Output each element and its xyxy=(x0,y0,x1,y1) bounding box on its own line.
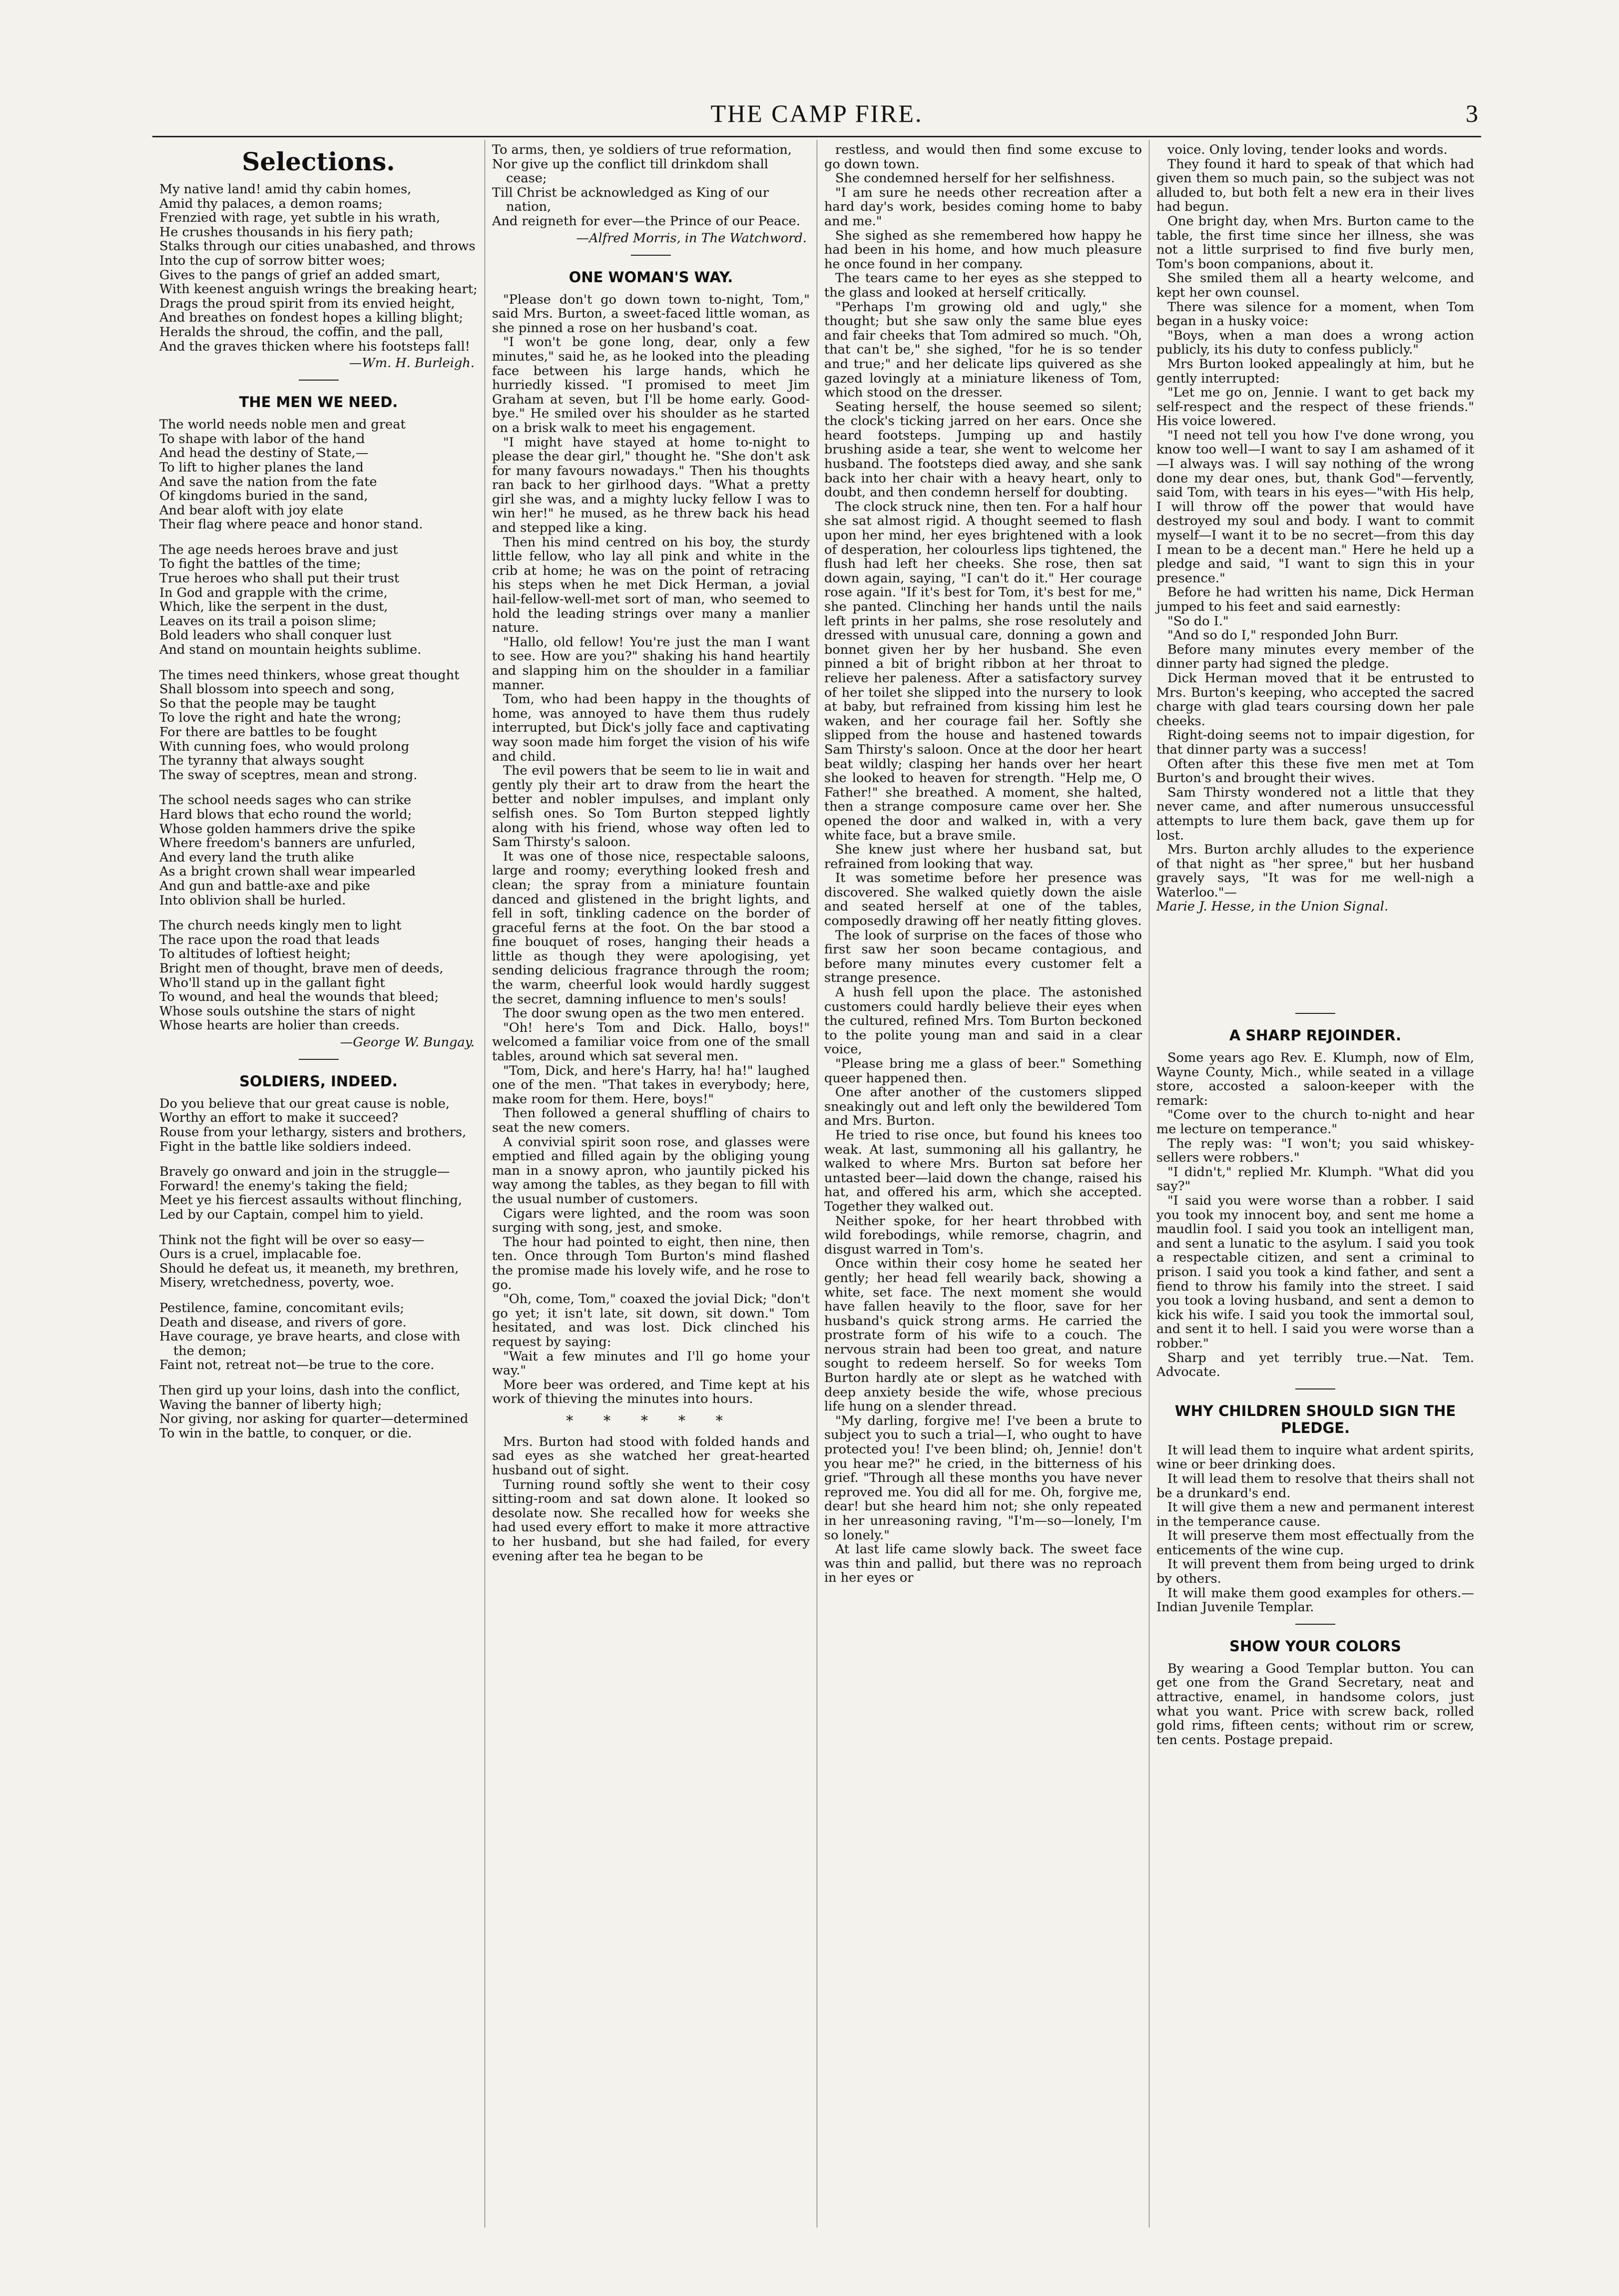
poem-line: And every land the truth alike xyxy=(159,850,354,865)
selections-attribution: —Wm. H. Burleigh. xyxy=(349,356,475,371)
paragraph: "Come over to the church to-night and hear me lecture on temperance." xyxy=(1156,1107,1474,1137)
poem-line: Into oblivion shall be hurled. xyxy=(159,893,346,908)
paragraph: The look of surprise on the faces of those who first saw her soon became contagious, and before many minutes every customer felt a strange presence. xyxy=(824,927,1142,986)
paragraph: More beer was ordered, and Time kept at his work of thieving the minutes into hours. xyxy=(492,1377,810,1407)
poem-line: Ours is a cruel, implacable foe. xyxy=(159,1247,362,1262)
column-4 xyxy=(1149,140,1481,2228)
poem-line: The world needs noble men and great xyxy=(159,417,406,433)
paragraph: "So do I." xyxy=(1167,613,1229,629)
paragraph: One after another of the customers slipped sneakingly out and left only the bewildered Tom and Mrs. Burton. xyxy=(824,1085,1142,1129)
stanza-break xyxy=(159,908,478,918)
poem-line: For there are battles to be fought xyxy=(159,725,377,740)
poem-line: To arms, then, ye soldiers of true reformation, xyxy=(492,142,792,157)
poem-line: Whose souls outshine the stars of night xyxy=(159,1003,415,1019)
poem-line: Drags the proud spirit from its envied height, xyxy=(159,296,455,311)
paragraph: "Wait a few minutes and I'll go home your way." xyxy=(492,1349,810,1378)
show-your-colors-text: By wearing a Good Templar button. You can get one from the Grand Secretary, neat and attractive, enamel, in handsome colors, just what you want. Price with screw back, rolled gold rims, fifteen cents; without rim or screw, ten cents. Postage prepaid. xyxy=(1156,1661,1474,1748)
paragraph: She smiled them all a hearty welcome, and kept her own counsel. xyxy=(1156,271,1474,300)
poem-line: Shall blossom into speech and song, xyxy=(159,682,395,697)
paragraph: She sighed as she remembered how happy he had been in his home, and how much pleasure he once found in her company. xyxy=(824,228,1142,272)
poem-line: Have courage, ye brave hearts, and close with the demon; xyxy=(159,1329,461,1359)
paragraph: Right-doing seems not to impair digestion, for that dinner party was a success! xyxy=(1156,728,1474,757)
poem-line: Of kingdoms buried in the sand, xyxy=(159,488,368,504)
soldiers-indeed-poem-continued xyxy=(492,143,810,229)
poem-line: And reigneth for ever—the Prince of our Peace. xyxy=(492,213,800,229)
poem-line: The tyranny that always sought xyxy=(159,753,364,769)
poem-line: Then gird up your loins, dash into the conflict, xyxy=(159,1382,461,1398)
paragraph: It will lead them to inquire what ardent spirits, wine or beer drinking does. xyxy=(1156,1442,1474,1472)
newspaper-page xyxy=(152,90,1481,2228)
paragraph: She condemned herself for her selfishness. xyxy=(835,171,1115,186)
poem-line: Bright men of thought, brave men of deeds, xyxy=(159,960,444,976)
poem-line: With keenest anguish wrings the breaking heart; xyxy=(159,282,478,297)
paragraph: Mrs. Burton had stood with folded hands and sad eyes as she watched her great-hearted husband out of sight. xyxy=(492,1434,810,1478)
why-children-text xyxy=(1156,1443,1474,1615)
stanza-break xyxy=(159,1373,478,1383)
stanza-break xyxy=(159,1154,478,1165)
column-1 xyxy=(152,140,485,2228)
paragraph: Tom, who had been happy in the thoughts of home, was annoyed to have them thus rudely interrupted, but Dick's jolly face and captivating way soon made him forget the vision of his wife and child. xyxy=(492,692,810,764)
poem-line: In God and grapple with the crime, xyxy=(159,585,388,600)
poem-line: Into the cup of sorrow bitter woes; xyxy=(159,253,386,268)
soldiers-indeed-poem xyxy=(159,1097,478,1440)
paragraph: "Tom, Dick, and here's Harry, ha! ha!" laughed one of the men. "That takes in everybody; here, make room for them. Here, boys!" xyxy=(492,1063,810,1107)
paragraph: Turning round softly she went to their cosy sitting-room and sat down alone. It looked so desolate now. She recalled how for weeks she had used every effort to make it more attractive to her husband, but she had failed, for every evening after tea he began to be xyxy=(492,1477,810,1564)
paragraph: "I might have stayed at home to-night to please the dear girl," thought he. "She don't ask for many favours nowadays." Then his thoughts ran back to her girlhood days. "What a pretty girl she was, and a mighty lucky fellow I was to win her!" he mused, as he threw back his head and stepped like a king. xyxy=(492,435,810,536)
story-attribution: Marie J. Hesse, in the Union Signal. xyxy=(1156,899,1389,915)
paragraph: Some years ago Rev. E. Klumph, now of Elm, Wayne County, Mich., while seated in a village store, accosted a saloon-keeper with the remark: xyxy=(1156,1050,1474,1108)
poem-line: And the graves thicken where his footsteps fall! xyxy=(159,339,471,354)
paragraph: "Oh! here's Tom and Dick. Hallo, boys!" welcomed a familiar voice from one of the small tables, around which sat several men. xyxy=(492,1020,810,1064)
one-womans-way-heading: ONE WOMAN'S WAY. xyxy=(568,268,733,286)
poem-line: And save the nation from the fate xyxy=(159,474,377,489)
story-text-continued xyxy=(824,143,1142,1585)
paragraph: Then followed a general shuffling of chairs to seat the new comers. xyxy=(492,1106,810,1135)
newspaper-title: THE CAMP FIRE. xyxy=(710,99,923,127)
paragraph: At last life came slowly back. The sweet face was thin and pallid, but there was no reproach in her eyes or xyxy=(824,1542,1142,1586)
stanza-break xyxy=(159,1222,478,1233)
paragraph: It will make them good examples for others.—Indian Juvenile Templar. xyxy=(1156,1585,1474,1615)
paragraph: "I am sure he needs other recreation after a hard day's work, besides coming home to baby and me." xyxy=(824,185,1142,229)
stanza-break xyxy=(159,1290,478,1301)
poem-line: Do you believe that our great cause is noble, xyxy=(159,1096,450,1111)
poem-line: Think not the fight will be over so easy— xyxy=(159,1232,425,1248)
poem-line: Faint not, retreat not—be true to the core. xyxy=(159,1358,435,1373)
poem-line: Hard blows that echo round the world; xyxy=(159,807,412,822)
poem-line: To love the right and hate the wrong; xyxy=(159,710,402,726)
paragraph: The hour had pointed to eight, then nine, then ten. Once through Tom Burton's mind flashed the promise made his lovely wife, and he rose to go. xyxy=(492,1234,810,1293)
sharp-rejoinder-text xyxy=(1156,1051,1474,1379)
poem-line: Frenzied with rage, yet subtle in his wrath, xyxy=(159,210,441,226)
paragraph: It was one of those nice, respectable saloons, large and roomy; everything looked fresh and clean; the spray from a miniature fountain danced and glistened in the bright lights, and fell in soft, tinkling cadence on the border of graceful ferns at the foot. On the bar stood a fine bouquet of roses, hanging their heads a little as though they were apologising, yet sending delicious fragrance through the room; the warm, cheerful look would hardly suggest the secret, damning influence to men's souls! xyxy=(492,849,810,1007)
paragraph: "My darling, forgive me! I've been a brute to subject you to such a trial—I, who ought to have protected you! I've been blind; oh, Jennie! don't you hear me?" he cried, in the bitterness of his grief. "Through all these months you have never reproved me. You did all for me. Oh, forgive me, dear! but she heard him not; she only repeated in her unreasoning raving, "I'm—so—lonely, I'm so lonely." xyxy=(824,1413,1142,1543)
paragraph: "Let me go on, Jennie. I want to get back my self-respect and the respect of these friends." His voice lowered. xyxy=(1156,385,1474,429)
soldiers-indeed-heading: SOLDIERS, INDEED. xyxy=(239,1072,398,1090)
divider xyxy=(631,255,671,256)
poem-line: True heroes who shall put their trust xyxy=(159,571,400,586)
paragraph: The tears came to her eyes as she stepped to the glass and looked at herself critically. xyxy=(824,271,1142,300)
paragraph: One bright day, when Mrs. Burton came to the table, the first time since her illness, she was not a little surprised to find five burly men, Tom's boon companions, about it. xyxy=(1156,213,1474,272)
selections-poem xyxy=(159,182,478,354)
paragraph: There was silence for a moment, when Tom began in a husky voice: xyxy=(1156,299,1474,329)
poem-line: Should he defeat us, it meaneth, my brethren, xyxy=(159,1261,459,1276)
poem-line: Bravely go onward and join in the struggle— xyxy=(159,1164,450,1180)
poem-line: Stalks through our cities unabashed, and throws xyxy=(159,239,476,254)
paragraph: Sharp and yet terribly true.—Nat. Tem. Advocate. xyxy=(1156,1350,1474,1380)
paragraph: "Please don't go down town to-night, Tom," said Mrs. Burton, a sweet-faced little woman, as she pinned a rose on her husband's coat. xyxy=(492,292,810,336)
poem-line: As a bright crown shall wear impearled xyxy=(159,864,416,880)
paragraph: "Please bring me a glass of beer." Something queer happened then. xyxy=(824,1056,1142,1086)
paragraph: "Boys, when a man does a wrong action publicly, its his duty to confess publicly." xyxy=(1156,328,1474,358)
paragraph: restless, and would then find some excuse to go down town. xyxy=(824,142,1142,172)
poem-line: To altitudes of loftiest height; xyxy=(159,946,351,962)
poem-line: The race upon the road that leads xyxy=(159,932,380,947)
paragraph: The clock struck nine, then ten. For a half hour she sat almost rigid. A thought seemed to flash upon her mind, her eyes brightened with a look of desperation, her colourless lips tightened, the flush had left her cheeks. She rose, then sat down again, saying, "I can't do it." Her courage rose again. "If it's best for Tom, it's best for me," she panted. Clinching her hands until the nails left prints in her palms, she rose resolutely and dressed with unusual care, donning a gown and bonnet given her by her husband. She even pinned a bit of bright ribbon at her throat to relieve her paleness. After a satisfactory survey of her toilet she slipped into the nursery to look at baby, but refrained from kissing him lest he waken, and her courage fail her. Softly she slipped from the house and hastened towards Sam Thirsty's saloon. Once at the door her heart beat wildly; clasping her hands over her heart she looked to heaven for strength. "Help me, O Father!" she breathed. A moment, she halted, then a strange composure came over her. She opened the door and walked in, with a very white face, but a brave smile. xyxy=(824,499,1142,843)
paragraph: They found it hard to speak of that which had given them so much pain, so the subject was not alluded to, but both felt a new era in their lives had begun. xyxy=(1156,156,1474,215)
paragraph: Once within their cosy home he seated her gently; her head fell wearily back, showing a white, set face. The next moment she would have fallen heavily to the floor, save for her husband's quick strong arms. He carried the prostrate form of his wife to a couch. The nervous strain had been too great, and nature sought to redeem herself. So for weeks Tom Burton hardly ate or slept as he watched with deep anxiety beside the wife, whose precious life hung on a slender thread. xyxy=(824,1256,1142,1414)
paragraph: It will lead them to resolve that theirs shall not be a drunkard's end. xyxy=(1156,1471,1474,1501)
poem-line: Misery, wretchedness, poverty, woe. xyxy=(159,1275,395,1291)
poem-line: And bear aloft with joy elate xyxy=(159,502,344,518)
paragraph: She knew just where her husband sat, but refrained from looking that way. xyxy=(824,842,1142,872)
sharp-rejoinder-heading: A SHARP REJOINDER. xyxy=(1229,1027,1402,1044)
divider xyxy=(1295,1388,1335,1389)
poem-line: Pestilence, famine, concomitant evils; xyxy=(159,1301,405,1316)
poem-line: Gives to the pangs of grief an added smart, xyxy=(159,267,441,283)
paragraph: It will preserve them most effectually from the enticements of the wine cup. xyxy=(1156,1528,1474,1558)
poem-line: And breathes on fondest hopes a killing blight; xyxy=(159,310,464,326)
stanza-break xyxy=(159,657,478,668)
poem-line: The sway of sceptres, mean and strong. xyxy=(159,767,418,783)
column-2 xyxy=(485,140,817,2228)
poem-line: Their flag where peace and honor stand. xyxy=(159,517,423,532)
blank-space xyxy=(1156,914,1474,1004)
poem-line: Amid thy palaces, a demon roams; xyxy=(159,196,383,211)
poem-line: To shape with labor of the hand xyxy=(159,431,365,447)
paragraph: It was sometime before her presence was discovered. She walked quietly down the aisle and seated herself at one of the tables, composedly drawing off her neatly fitting gloves. xyxy=(824,871,1142,929)
why-children-heading: WHY CHILDREN SHOULD SIGN THE PLEDGE. xyxy=(1174,1402,1456,1436)
paragraph: "I won't be gone long, dear, only a few minutes," said he, as he looked into the pleading face between his large hands, which he hurriedly kissed. "I promised to meet Jim Graham at seven, but I'll be home early. Good-bye." He smiled over his shoulder as he started on a brisk walk to meet his engagement. xyxy=(492,335,810,436)
men-we-need-attribution: —George W. Bungay. xyxy=(340,1034,475,1050)
paragraph: Seating herself, the house seemed so silent; the clock's ticking jarred on her ears. Once she heard footsteps. Jumping up and hastily brushing aside a tear, she went to welcome her husband. The footsteps died away, and she sank back into her chair with a heavy heart, only to doubt, and then condemn herself for doubting. xyxy=(824,399,1142,500)
story-text-continued xyxy=(492,1435,810,1563)
paragraph: It will prevent them from being urged to drink by others. xyxy=(1156,1557,1474,1587)
poem-line: To fight the battles of the time; xyxy=(159,556,361,572)
poem-line: And head the destiny of State,— xyxy=(159,446,369,461)
paragraph: "I need not tell you how I've done wrong, you know too well—I want to say I am ashamed of it—I always was. I will say nothing of the wrong done my dear ones, but, thank God"—fervently, said Tom, with tears in his eyes—"with His help, I will throw off the power that would have destroyed my soul and body. I want to commit myself—I want it to be no secret—from this day I mean to be a decent man." Here he held up a pledge and said, "I want to sign this in your presence." xyxy=(1156,428,1474,586)
story-text-conclusion xyxy=(1156,143,1474,900)
poem-line: Whose golden hammers drive the spike xyxy=(159,821,416,837)
paragraph: Mrs. Burton archly alludes to the experience of that night as "her spree," but her husband gravely says, "It was for me well-nigh a Waterloo."— xyxy=(1156,842,1474,900)
paragraph: voice. Only loving, tender looks and words. xyxy=(1167,142,1448,157)
paragraph: It will give them a new and permanent interest in the temperance cause. xyxy=(1156,1500,1474,1529)
stanza-break xyxy=(159,532,478,543)
paragraph: A convivial spirit soon rose, and glasses were emptied and filled again by the obliging young man in a snowy apron, who jauntily picked his way among the tables, as they began to fill with the usual number of customers. xyxy=(492,1134,810,1207)
column-3 xyxy=(817,140,1149,2228)
poem-line: Nor give up the conflict till drinkdom shall cease; xyxy=(492,156,768,186)
paragraph: "Perhaps I'm growing old and ugly," she thought; but she saw only the same blue eyes and fair cheeks that Tom admired so much. "Oh, that can't be," she sighed, "for he is so tender and true;" and her delicate lips quivered as she gazed lovingly at a miniature likeness of Tom, which stood on the dresser. xyxy=(824,299,1142,401)
poem-line: To win in the battle, to conquer, or die. xyxy=(159,1425,412,1441)
poem-line: Heralds the shroud, the coffin, and the pall, xyxy=(159,324,444,340)
paragraph: "And so do I," responded John Burr. xyxy=(1167,628,1399,643)
paragraph: Sam Thirsty wondered not a little that they never came, and after numerous unsuccessful attempts to lure them back, gave them up for lost. xyxy=(1156,785,1474,843)
poem-line: The age needs heroes brave and just xyxy=(159,542,398,557)
paragraph: Mrs Burton looked appealingly at him, but he gently interrupted: xyxy=(1156,356,1474,386)
paragraph: Then his mind centred on his boy, the sturdy little fellow, who lay all pink and white in the crib at home; he was on the point of retracing his steps when he met Dick Herman, a jovial hail-fellow-well-met sort of man, who seemed to hold the leading strings over many a manlier nature. xyxy=(492,534,810,636)
poem-line: Where freedom's banners are unfurled, xyxy=(159,836,416,851)
selections-heading: Selections. xyxy=(242,147,395,176)
paragraph: "I said you were worse than a robber. I said you took my innocent boy, and sent me home a maudlin fool. I said you took an intelligent man, and sent a lunatic to the asylum. I said you took a respectable citizen, and sent a criminal to prison. I said you took a kind father, and sent a fiend to throw his family into the street. I said you took a loving husband, and sent a demon to kick his wife. I said you took the immortal soul, and sent it to hell. I said you were worse than a robber." xyxy=(1156,1193,1474,1351)
poem-line: The school needs sages who can strike xyxy=(159,793,412,808)
paragraph: The reply was: "I won't; you said whiskey-sellers were robbers." xyxy=(1156,1136,1474,1166)
soldiers-indeed-attribution: —Alfred Morris, in The Watchword. xyxy=(576,230,807,246)
paragraph: Neither spoke, for her heart throbbed with wild forebodings, while remorse, chagrin, and disgust warred in Tom's. xyxy=(824,1213,1142,1257)
poem-line: And gun and battle-axe and pike xyxy=(159,878,370,894)
paragraph: Cigars were lighted, and the room was soon surging with song, jest, and smoke. xyxy=(492,1206,810,1236)
paragraph: Dick Herman moved that it be entrusted to Mrs. Burton's keeping, who accepted the sacred charge with glad tears coursing down her pale cheeks. xyxy=(1156,670,1474,729)
poem-line: Led by our Captain, compel him to yield. xyxy=(159,1207,424,1223)
page-number: 3 xyxy=(1466,99,1478,127)
poem-line: Death and disease, and rivers of gore. xyxy=(159,1315,407,1330)
poem-line: Bold leaders who shall conquer lust xyxy=(159,628,392,643)
poem-line: The times need thinkers, whose great thought xyxy=(159,667,460,683)
paragraph: "Oh, come, Tom," coaxed the jovial Dick; "don't go yet; it isn't late, sit down, sit down." Tom hesitated, and was lost. Dick clinched his request by saying: xyxy=(492,1292,810,1350)
section-break-stars: * * * * * xyxy=(566,1412,736,1429)
poem-line: To wound, and heal the wounds that bleed; xyxy=(159,989,439,1005)
poem-line: And stand on mountain heights sublime. xyxy=(159,642,422,658)
poem-line: Worthy an effort to make it succeed? xyxy=(159,1110,399,1126)
divider xyxy=(299,1059,339,1060)
paragraph: Before he had written his name, Dick Herman jumped to his feet and said earnestly: xyxy=(1156,585,1474,614)
story-text xyxy=(492,293,810,1406)
paragraph: The door swung open as the two men entered. xyxy=(503,1006,805,1021)
poem-line: So that the people may be taught xyxy=(159,696,376,711)
poem-line: With cunning foes, who would prolong xyxy=(159,739,410,754)
paragraph: "I didn't," replied Mr. Klumph. "What did you say?" xyxy=(1156,1164,1474,1194)
poem-line: To lift to higher planes the land xyxy=(159,459,364,475)
poem-line: Leaves on its trail a poison slime; xyxy=(159,613,377,629)
columns xyxy=(152,140,1481,2228)
paragraph: He tried to rise once, but found his knees too weak. At last, summoning all his gallantry, he walked to where Mrs. Burton sat before her untasted beer—laid down the change, raised his hat, and offered his arm, which she accepted. Together they walked out. xyxy=(824,1127,1142,1214)
masthead xyxy=(152,90,1481,137)
poem-line: Waving the banner of liberty high; xyxy=(159,1397,382,1412)
poem-line: My native land! amid thy cabin homes, xyxy=(159,182,412,197)
paragraph: A hush fell upon the place. The astonished customers could hardly believe their eyes when the cultured, refined Mrs. Tom Burton beckoned to the polite young man and said in a clear voice, xyxy=(824,985,1142,1057)
poem-line: Whose hearts are holier than creeds. xyxy=(159,1018,400,1033)
poem-line: Who'll stand up in the gallant fight xyxy=(159,975,385,990)
poem-line: Nor giving, nor asking for quarter—determined xyxy=(159,1411,469,1427)
paragraph: Often after this these five men met at Tom Burton's and brought their wives. xyxy=(1156,756,1474,786)
paragraph: "Hallo, old fellow! You're just the man I want to see. How are you?" shaking his hand heartily and slapping him on the shoulder in a familiar manner. xyxy=(492,634,810,693)
poem-line: Fight in the battle like soldiers indeed. xyxy=(159,1139,412,1154)
divider xyxy=(1295,1624,1335,1625)
divider xyxy=(1295,1013,1335,1014)
stanza-break xyxy=(159,782,478,793)
poem-line: Rouse from your lethargy, sisters and brothers, xyxy=(159,1125,467,1140)
divider xyxy=(299,380,339,381)
men-we-need-heading: THE MEN WE NEED. xyxy=(239,394,398,411)
poem-line: He crushes thousands in his fiery path; xyxy=(159,224,414,240)
poem-line: Which, like the serpent in the dust, xyxy=(159,599,388,615)
paragraph: Before many minutes every member of the dinner party had signed the pledge. xyxy=(1156,642,1474,672)
poem-line: The church needs kingly men to light xyxy=(159,918,402,933)
paragraph: The evil powers that be seem to lie in wait and gently ply their art to draw from the heart the better and nobler impulses, and implant only selfish ones. So Tom Burton stepped lightly along with his friend, whose way often led to Sam Thirsty's saloon. xyxy=(492,763,810,850)
men-we-need-poem xyxy=(159,418,478,1033)
show-your-colors-heading: SHOW YOUR COLORS xyxy=(1229,1637,1401,1655)
poem-line: Forward! the enemy's taking the field; xyxy=(159,1178,408,1194)
poem-line: Meet ye his fiercest assaults without flinching, xyxy=(159,1193,463,1208)
poem-line: Till Christ be acknowledged as King of our nation, xyxy=(492,185,769,215)
